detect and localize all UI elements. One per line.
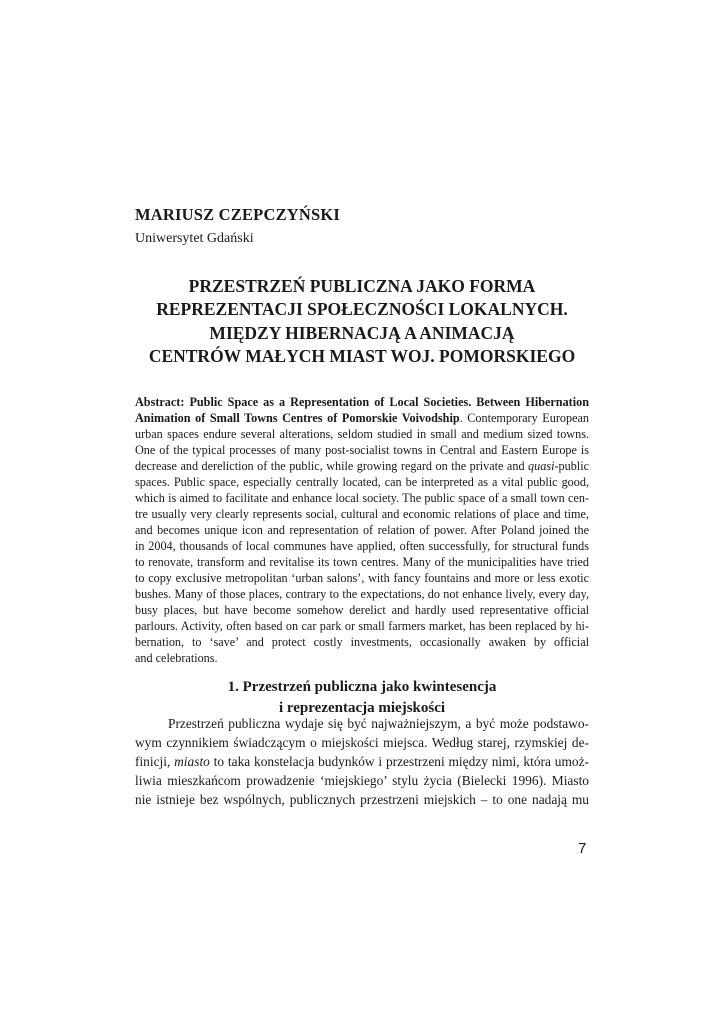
title-line: PRZESTRZEŃ PUBLICZNA JAKO FORMA	[188, 276, 536, 296]
body-italic-text: miasto	[174, 754, 210, 769]
body-text: to taka konstelacja budynków i przestrzeni między nimi, która umoż-	[209, 754, 589, 769]
abstract-line: and celebrations.	[135, 650, 218, 665]
abstract-line: One of the typical processes of many post-socialist towns in Central and Eastern Europe is	[135, 442, 589, 457]
abstract-line: to renovate, transform and revitalise its town centres. Many of the municipalities have tried	[135, 554, 589, 569]
article-title	[118, 275, 606, 368]
abstract-line: busy places, but have become somehow derelict and hardly used representative official	[135, 602, 589, 617]
abstract-line: urban spaces endure several alterations, seldom studied in small and medium sized towns.	[135, 426, 589, 441]
abstract-line: which is aimed to facilitate and enhance local society. The public space of a small town cen-	[135, 490, 589, 505]
abstract-text: decrease and dereliction of the public, while growing regard on the private and	[135, 458, 529, 473]
author-name: MARIUSZ CZEPCZYŃSKI	[135, 205, 341, 224]
abstract-line: parlours. Activity, often based on car park or small farmers market, has been replaced by hi-	[135, 618, 589, 633]
title-line: CENTRÓW MAŁYCH MIAST WOJ. POMORSKIEGO	[148, 345, 576, 366]
abstract-line: bernation, to ‘save’ and protect costly investments, occasionally awaken by official	[135, 634, 589, 649]
abstract-line	[135, 411, 589, 427]
section-heading-line: 1. Przestrzeń publiczna jako kwintesencja	[227, 679, 497, 695]
abstract-line: to copy exclusive metropolitan ‘urban salons’, with fancy fountains and more or less exotic	[135, 570, 589, 585]
abstract-line: tre usually very clearly represents social, cultural and economic relations of place and time,	[135, 506, 589, 521]
section-heading	[135, 677, 589, 718]
body-line: wym czynnikiem świadczącym o miejskości miejsca. Według starej, rzymskiej de-	[135, 735, 589, 750]
abstract-line	[135, 459, 589, 475]
body-line: liwia mieszkańcom prowadzenie ‘miejskiego’ stylu życia (Bielecki 1996). Miasto	[135, 773, 589, 788]
page-number: 7	[578, 840, 587, 857]
author-affiliation: Uniwersytet Gdański	[135, 231, 254, 246]
abstract-italic-text: quasi	[528, 458, 555, 473]
body-line	[135, 752, 589, 771]
abstract	[135, 395, 589, 666]
body-line: nie istnieje bez wspólnych, publicznych przestrzeni miejskich – to one nadają mu	[135, 792, 589, 807]
abstract-heading-line: Animation of Small Towns Centres of Pomorskie Voivodship	[135, 410, 460, 425]
abstract-line: in 2004, thousands of local communes have applied, often successfully, for structural funds	[135, 538, 589, 553]
title-line: MIĘDZY HIBERNACJĄ A ANIMACJĄ	[209, 322, 515, 343]
abstract-line: and becomes unique icon and representation of relation of power. After Poland joined the	[135, 522, 589, 537]
body-paragraph	[135, 714, 589, 809]
abstract-text: -public	[554, 458, 589, 473]
body-text: finicji,	[135, 754, 175, 769]
abstract-line: spaces. Public space, especially centrally located, can be interpreted as a vital public good,	[135, 474, 589, 489]
body-line: Przestrzeń publiczna wydaje się być najważniejszym, a być może podstawo-	[168, 716, 589, 731]
abstract-text: . Contemporary European	[459, 410, 589, 425]
abstract-line: bushes. Many of those places, contrary to the expectations, do not enhance lively, every day,	[135, 586, 589, 601]
title-line: REPREZENTACJI SPOŁECZNOŚCI LOKALNYCH.	[156, 299, 568, 320]
section-heading-line: i reprezentacja miejskości	[278, 699, 446, 716]
abstract-heading-line: Abstract: Public Space as a Representation of Local Societies. Between Hibernation	[135, 395, 589, 409]
